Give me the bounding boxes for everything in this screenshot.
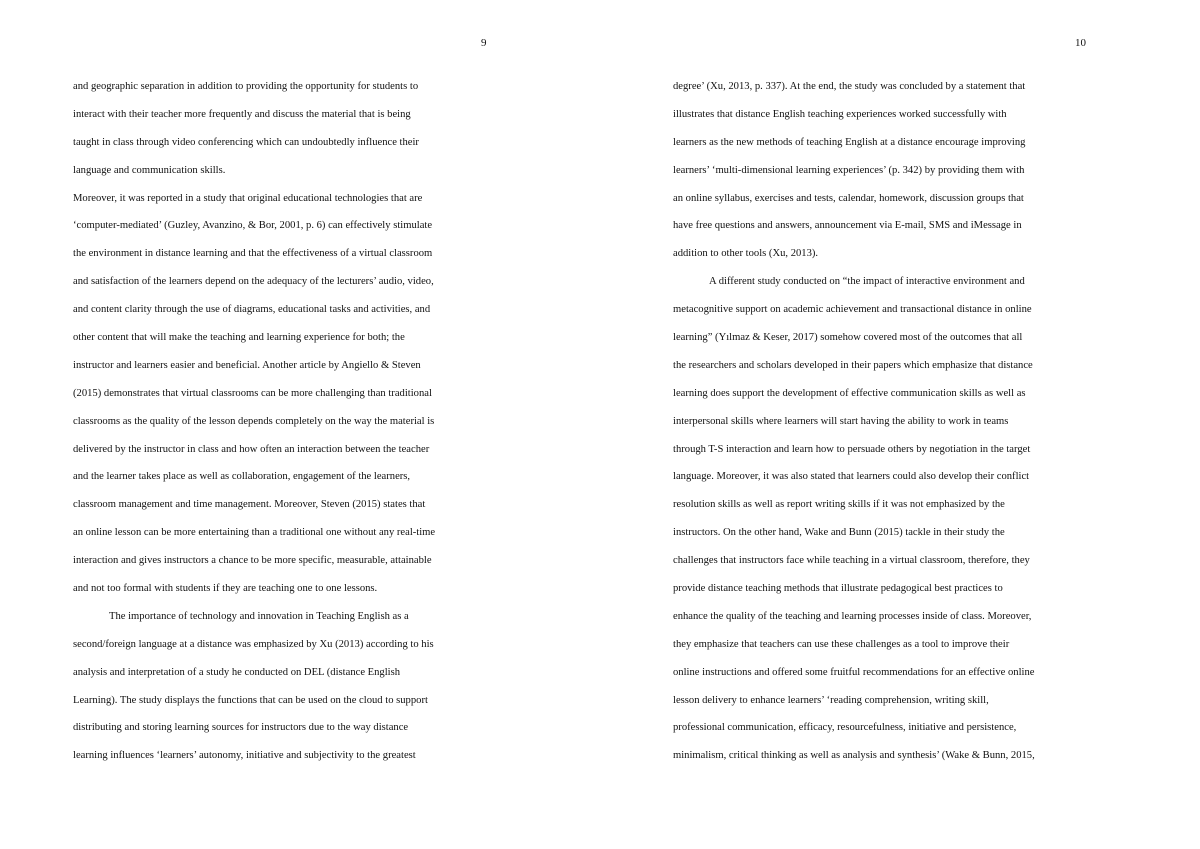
body-text [673, 73, 1103, 770]
text-line: online instructions and offered some fruitful recommendations for an effective online [673, 666, 1035, 678]
page-10 [600, 0, 1200, 849]
text-line: instructor and learners easier and beneficial. Another article by Angiello & Steven [73, 359, 421, 371]
page-number: 10 [1075, 37, 1086, 49]
text-line: lesson delivery to enhance learners’ ‘reading comprehension, writing skill, [673, 694, 989, 706]
text-line: instructors. On the other hand, Wake and Bunn (2015) tackle in their study the [673, 527, 1005, 539]
text-line: learners as the new methods of teaching English at a distance encourage improving [673, 136, 1026, 148]
text-line: through T-S interaction and learn how to persuade others by negotiation in the target [673, 443, 1031, 455]
text-line: distributing and storing learning sources for instructors due to the way distance [73, 722, 409, 734]
text-line: Learning). The study displays the functions that can be used on the cloud to support [73, 694, 428, 706]
text-line: second/foreign language at a distance was emphasized by Xu (2013) according to his [73, 638, 434, 650]
text-line: other content that will make the teaching and learning experience for both; the [73, 332, 405, 344]
text-line: learning does support the development of effective communication skills as well as [673, 387, 1026, 399]
text-line: and the learner takes place as well as collaboration, engagement of the learners, [73, 471, 411, 483]
text-line: interact with their teacher more frequently and discuss the material that is being [73, 108, 411, 120]
text-line: challenges that instructors face while teaching in a virtual classroom, therefore, they [673, 555, 1030, 567]
text-line: A different study conducted on “the impact of interactive environment and [709, 276, 1025, 288]
text-line: language and communication skills. [73, 164, 226, 176]
text-line: have free questions and answers, announcement via E-mail, SMS and iMessage in [673, 220, 1022, 232]
text-line: an online syllabus, exercises and tests, calendar, homework, discussion groups that [673, 192, 1024, 204]
text-line: an online lesson can be more entertaining than a traditional one without any real-time [73, 527, 436, 539]
text-line: interpersonal skills where learners will start having the ability to work in teams [673, 415, 1009, 427]
text-line: metacognitive support on academic achievement and transactional distance in online [673, 304, 1032, 316]
text-line: learning” (Yılmaz & Keser, 2017) somehow covered most of the outcomes that all [673, 332, 1023, 344]
text-line: professional communication, efficacy, resourcefulness, initiative and persistence, [673, 722, 1017, 734]
text-line: enhance the quality of the teaching and learning processes inside of class. Moreover, [673, 610, 1032, 622]
page-number: 9 [481, 37, 487, 49]
text-line: interaction and gives instructors a chance to be more specific, measurable, attainable [73, 555, 432, 567]
text-line: addition to other tools (Xu, 2013). [673, 248, 819, 260]
body-text [73, 73, 503, 770]
text-line: learning influences ‘learners’ autonomy, initiative and subjectivity to the greatest [73, 750, 416, 762]
text-line: and not too formal with students if they are teaching one to one lessons. [73, 583, 378, 595]
text-line: minimalism, critical thinking as well as analysis and synthesis’ (Wake & Bunn, 2015, [673, 750, 1035, 762]
text-line: ‘computer-mediated’ (Guzley, Avanzino, & Bor, 2001, p. 6) can effectively stimulate [73, 220, 433, 232]
text-line: and geographic separation in addition to providing the opportunity for students to [73, 81, 419, 92]
text-line: and satisfaction of the learners depend on the adequacy of the lecturers’ audio, video, [73, 276, 434, 288]
text-line: and content clarity through the use of diagrams, educational tasks and activities, and [73, 304, 431, 316]
text-line: the environment in distance learning and that the effectiveness of a virtual classroom [73, 248, 433, 260]
text-line: they emphasize that teachers can use these challenges as a tool to improve their [673, 638, 1010, 650]
text-line: language. Moreover, it was also stated that learners could also develop their conflict [673, 471, 1030, 483]
text-line: delivered by the instructor in class and how often an interaction between the teacher [73, 443, 430, 455]
text-line: analysis and interpretation of a study he conducted on DEL (distance English [73, 666, 401, 678]
text-line: (2015) demonstrates that virtual classrooms can be more challenging than traditional [73, 387, 432, 399]
text-line: illustrates that distance English teaching experiences worked successfully with [673, 108, 1007, 120]
text-line: the researchers and scholars developed in their papers which emphasize that distance [673, 359, 1033, 371]
text-line: classrooms as the quality of the lesson depends completely on the way the material is [73, 415, 435, 427]
text-line: resolution skills as well as report writing skills if it was not emphasized by the [673, 499, 1005, 511]
text-line: The importance of technology and innovation in Teaching English as a [109, 610, 409, 622]
text-line: taught in class through video conferencing which can undoubtedly influence their [73, 136, 419, 148]
text-line: provide distance teaching methods that illustrate pedagogical best practices to [673, 583, 1003, 595]
text-line: degree’ (Xu, 2013, p. 337). At the end, the study was concluded by a statement that [673, 81, 1026, 92]
text-line: Moreover, it was reported in a study that original educational technologies that are [73, 192, 423, 204]
text-line: learners’ ‘multi-dimensional learning experiences’ (p. 342) by providing them with [673, 164, 1025, 176]
text-line: classroom management and time management. Moreover, Steven (2015) states that [73, 499, 426, 511]
